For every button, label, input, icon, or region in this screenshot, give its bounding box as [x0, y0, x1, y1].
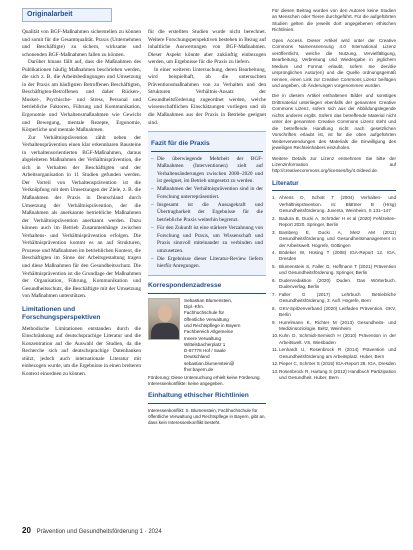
- funding-note: Förderung: Diese Untersuchung erhielt keine Förderung. Interessenkonflikte: keine angegeben.: [148, 375, 261, 387]
- reference-number: 10.: [272, 333, 279, 339]
- paragraph: Open Access. Dieser Artikel wird unter der Creative Commons Namensnennung 4.0 International Lizenz veröffentlicht, welche die Nutzung, Vervielfältigung, Bearbeitung, Verbreitung und Wiedergabe in jeglichem Medium und Format erlaubt, sofern Sie den/die ursprünglichen Autor(en) und die Quelle ordnungsgemäß nennen, einen Link zur Creative Commons Lizenz beifügen und angeben, ob Änderungen vorgenommen wurden.: [272, 37, 396, 88]
- reference-item: [272, 361, 396, 367]
- paragraph: für die erstellten Studien wurde nicht berechnet. Weitere Forschungsperspektiven bestehen in Bezug auf inhaltliche Auswertungen von BGF-Maßnahmen. Dieser Aspekt könnte aber zukünftig einbezogen werden, um Ergebnisse für die Praxis zu liefern.: [148, 29, 266, 66]
- reference-item: [272, 292, 396, 305]
- list-item: – Die überwiegende Mehrheit der BGF-Maßnahmen (Interventionen) zielt auf Verhaltensänderungen zwischen 2000–2020 und ist geeignet, im Betrieb umgesetzt zu werden.: [151, 156, 263, 186]
- reference-text: Ahrens D, Schott T (2004) Verhalten- und Verhältnisprävention. In: Blättner B (Hrsg) Gesundheitsförderung. Juventa, Weinheim, S 131–147: [279, 195, 396, 214]
- correspondence-heading: Korrespondenzadresse: [148, 282, 266, 294]
- ethics-heading: Einhaltung ethischer Richtlinien: [148, 392, 266, 404]
- reference-number: 11.: [272, 347, 279, 353]
- reference-list: [272, 195, 396, 381]
- section-heading-limitations: Limitationen und Forschungsperspektiven: [22, 305, 101, 322]
- literature-heading: Literatur: [272, 180, 396, 192]
- reference-item: [272, 250, 396, 263]
- practice-box: [148, 131, 266, 276]
- reference-number: 6.: [272, 277, 276, 283]
- practice-list: [151, 156, 263, 271]
- license-link[interactable]: Weitere Details zur Lizenz entnehmen Sie bitte der Lizenzinformation auf http://creativecommons.org/licenses/by/4.0/deed.de.: [272, 155, 396, 174]
- reference-text: Dudenredaktion (2020) Duden. Das Wörterbuch. Dudenverlag, Berlin: [279, 277, 396, 290]
- reference-text: Bamberg E, Ducki A, Metz AM (2011) Gesundheitsförderung und Gesundheitsmanagement in der Arbeitswelt. Hogrefe, Göttingen: [279, 229, 396, 248]
- reference-text: Kuhn D, Schmidt-Semisch H (2010) Prävention in der Arbeitswelt. VS, Wiesbaden: [279, 333, 396, 345]
- reference-item: [272, 278, 396, 291]
- reference-number: 3.: [272, 229, 276, 235]
- reference-item: [272, 320, 396, 333]
- paragraph: Zur Verhältnisprävention zählt neben der Verhaltensprävention einen klar erkennbaren Bausteine in verhaltensorientierten BGF-Maßnahmen, daraus abgeleiteten Maßnahmen der Verhältnisprävention, die sich in Verhalten der Beschäftigten und der Arbeitsorganisation in 11 Studien gefunden werden. Der Vorteil von Verhaltensprävention ist die Verknüpfung mit dem Umsetzungen der Ziele, z. B. die Maßnahmen der Praxis in Deutschland durch Umsetzung der Verhältnisprävention, der die Maßnahmen als anerkannte betriebliche Maßnahmen der Verhältnisprävention anerkannt werden. Dazu können auch im Betrieb Zusammenhänge zwischen Verhaltens- und Verhältnisprävention erfolgen. Die Verhältnisprävention kommt es an auf Strukturen, Prozesse und Maßnahmen im betrieblichen Kontext, die Beschäftigten im Sinne der Arbeitsgestaltung tragen und diese Maßnahmen für den Gesundheitsschutz. Die Verhältnisprävention ist die Grundlage der Maßnahmen der Organisation, Führung, Kommunikation und Gesundheitsschutz, die Beschäftigte mit der Umsetzung von Maßnahmen unterstützen.: [22, 134, 142, 300]
- paragraph: Darüber hinaus fällt auf, dass die Maßnahmen des Publikationen häufig Maßnahmen beschrieben werden, die sich z. B. die Arbeitsbedingungen und Umsetzung in der Praxis am häufigsten Betroffenen Beschäftigten, Beschäftigten-Betroffenen und daher Rücken-, Muskel-, Psychische- und Stress, Personal und betriebliche Faktoren, Führung und Kommunikation, Ergonomie und Verhaltensmaßnahmen wie Gewicht und Bewegung, mentale Rezepte, Ergonomie, Körperliche und mentale Maßnahmen.: [22, 59, 141, 134]
- journal-name: Prävention und Gesundheitsförderung 1 · 2024: [36, 529, 162, 535]
- address-line: D-87778 Hof / Saale: [184, 348, 226, 354]
- reference-text: Hurrelmann K, Richter M (2013) Gesundheits- und Medizinsoziologie. Beltz, Weinheim: [279, 319, 396, 331]
- reference-item: [272, 369, 396, 382]
- reference-text: Faller G (2017) Lehrbuch Betriebliche Gesundheitsförderung, 3. Aufl. Hogrefe, Bern: [279, 291, 396, 304]
- list-item: – Für den Zukunft ist eine stärkere Verzahnung von Forschung und Praxis, um Wissenschaft und Praxis sinnvoll miteinander zu verbinden und umzusetzen.: [151, 225, 263, 255]
- face-shape: [158, 305, 172, 322]
- reference-number: 1.: [272, 195, 276, 201]
- reference-number: 5.: [272, 263, 276, 269]
- paragraph: In einer weiteren Untersuchung, deren Bearbeitung, wird beispielhaft, ob die untersuchten Präventionsmaßnahmen von zu Verhalten und den Strukturen Verhältnis-Ansatz der Gesundheitsförderung zugeordnet werden, welche wissenschaftlichen Einschätzungen vorliegen und ob die Maßnahmen aus der Praxis in Betriebe geeignet sind.: [148, 66, 266, 126]
- paragraph: Die in diesem Artikel enthaltenen Bilder und sonstiges Drittmaterial unterliegen ebenfalls der genannten Creative Commons Lizenz, sofern sich aus der Abbildungslegende nichts anderes ergibt. Sofern das betreffende Material nicht unter der genannten Creative Commons Lizenz steht und die betreffende Handlung nicht nach gesetzlichen Vorschriften erlaubt ist, ist für die oben aufgeführten Weiterverwendungen des Materials die Einwilligung des jeweiligen Rechteinhabers einzuholen.: [272, 93, 396, 151]
- column-2: [148, 29, 266, 426]
- paragraph: Qualität von BGF-Maßnahmen sicherstellen zu können und somit für die Gesamtqualität. Praxis (Unternehmen und Beschäftigte) zu sichern, wirksame und schonenden BGF-Maßnahmen fallen zu können.: [22, 29, 141, 58]
- correspondence-row: [148, 298, 266, 374]
- list-item: – Die Ergebnisse dieser Literatur-Review liefern hierfür Anregungen.: [151, 256, 263, 271]
- email-link[interactable]: fhvr.bayern.de: [184, 367, 214, 373]
- practice-heading: Fazit für die Praxis: [151, 140, 263, 152]
- list-item: – Insgesamt ist die Aussagekraft und Übertragbarkeit der Ergebnisse für die betriebliche Praxis weiterhin begrenzt.: [151, 202, 263, 225]
- reference-number: 12.: [272, 361, 279, 367]
- column-1: [22, 29, 141, 379]
- page-footer: [22, 526, 272, 536]
- article-type-badge: Originalarbeit: [22, 8, 112, 22]
- reference-item: [272, 230, 396, 249]
- page-number: 20: [22, 526, 31, 535]
- reference-number: 4.: [272, 250, 276, 255]
- reference-item: [272, 264, 396, 277]
- reference-text: Blumenstein S, Faller G, Hoffmann T (2021) Prävention und Gesundheitsförderung. Springer, Berlin: [279, 263, 396, 276]
- reference-item: [272, 333, 396, 346]
- reference-number: 7.: [272, 291, 276, 297]
- author-photo: [148, 298, 180, 340]
- reference-text: Pieper C, Schröer S (2015) IGA-Report 28. IGA, Dresden: [279, 361, 396, 367]
- address-line: Dipl.-Kfm.: [184, 304, 205, 310]
- address-line: Fachbereich Allgemeine: [184, 329, 234, 335]
- reference-item: [272, 306, 396, 319]
- reference-item: [272, 216, 396, 229]
- address-line: Innere Verwaltung: [184, 335, 222, 341]
- paragraph: Für diesen Beitrag wurden von den Autoren keine Studien an Menschen oder Tieren durchgeführt. Für die aufgeführten Studien gelten die jeweils dort angegebenen ethischen Richtlinien.: [272, 8, 396, 33]
- address-line: Sebastian Blumenstein,: [184, 297, 233, 303]
- reference-text: GKV-Spitzenverband (2020) Leitfaden Prävention. GKV, Berlin: [279, 305, 396, 318]
- reference-text: Lenhardt U, Rosenbrock R (2014) Prävention und Gesundheitsförderung am Arbeitsplatz. Huber, Bern: [279, 347, 396, 359]
- email-link[interactable]: sebastian.blumenstein@: [184, 360, 235, 366]
- paragraph: Methodische Limitationen entstanden durch die Einschränkung auf deutschsprachige Literatur und die Konzentration auf die Auswahl der Studien, da die Recherche sich auf deutschsprachige Datenbanken stützt, jedoch auch internationale Literatur mit einbezogen wurde, um die Ergebnisse in einen breiteren Kontext einordnen zu können.: [22, 325, 141, 377]
- reference-number: 2.: [272, 215, 276, 221]
- reference-item: [272, 195, 396, 214]
- reference-number: 13.: [272, 368, 279, 374]
- address-line: Wittelsbacherplatz 1: [184, 341, 226, 347]
- address-line: Deutschland: [184, 354, 210, 360]
- correspondence: [148, 282, 266, 387]
- reference-number: 9.: [272, 319, 276, 325]
- address-line: und Rechtspflege in Bayern: [184, 323, 241, 328]
- address-block: [184, 298, 240, 374]
- shoulders-shape: [151, 323, 179, 340]
- address-line: öffentliche Verwaltung: [184, 316, 229, 322]
- reference-text: Bödeker W, Hüsing T (2008) IGA-Report 12. IGA, Dresden: [279, 250, 396, 262]
- reference-item: [272, 347, 396, 360]
- reference-text: Badura B, Ducki A, Schröder H et al (2020) Fehlzeiten-Report 2020. Springer, Berlin: [279, 215, 396, 228]
- reference-text: Rosenbrock R, Hartung S (2012) Handbuch Partizipation und Gesundheit. Huber, Bern: [279, 368, 396, 381]
- column-3: [272, 8, 396, 383]
- reference-number: 8.: [272, 305, 276, 311]
- ethics-text: Interessenkonflikt: S. Blumenstein, Fachhochschule für öffentliche Verwaltung und Rechtspflege in Bayern, gibt an, dass kein Interessenkonflikt besteht.: [148, 407, 266, 425]
- address-line: Fachhochschule für: [184, 310, 225, 316]
- list-item: – Maßnahmen der Verhältnisprävention sind in der Forschung unterrepräsentiert.: [151, 186, 263, 201]
